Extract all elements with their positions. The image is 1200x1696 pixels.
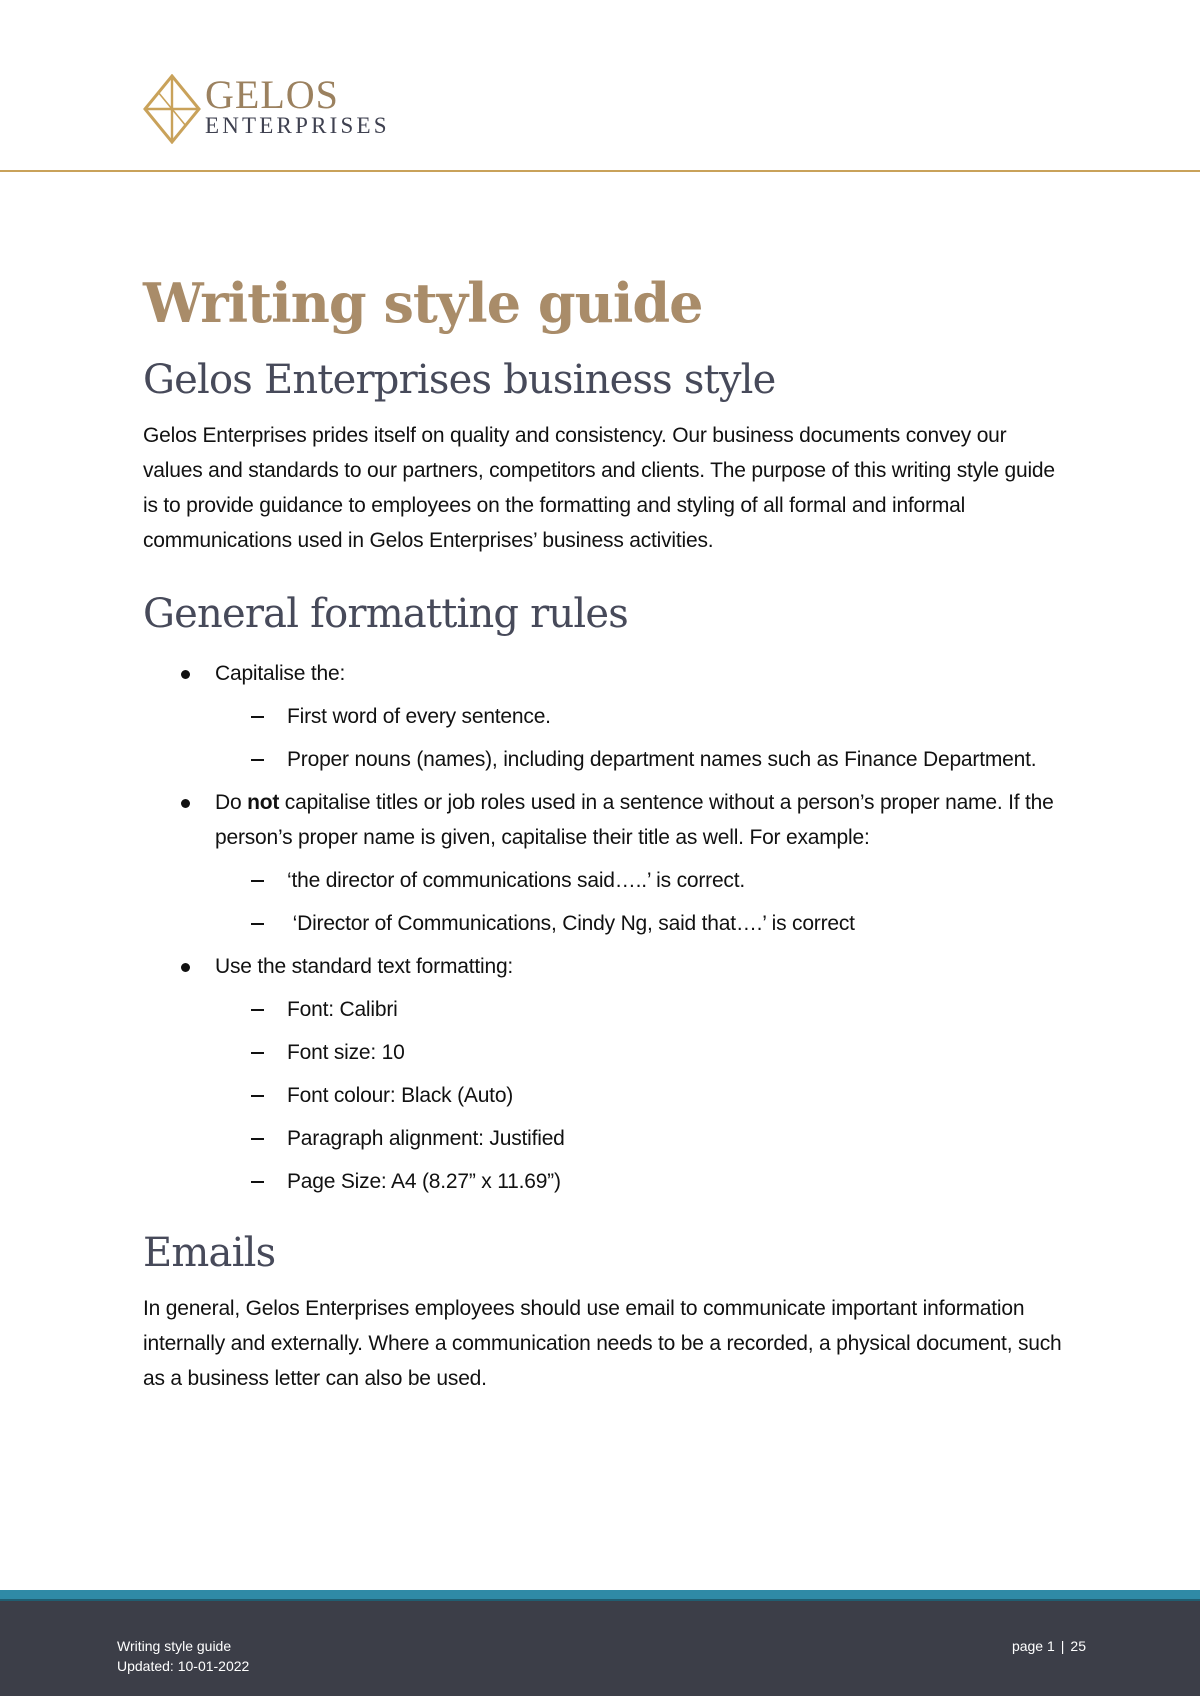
dash-icon [251,1181,264,1183]
sub-list-item [215,992,1063,1027]
list-item-text: Use the standard text formatting: [215,955,514,978]
list-item-capitalise [143,656,1063,777]
footer-total-pages: 25 [1070,1638,1086,1654]
sub-list-item-text: ‘the director of communications said…..’ is correct. [287,869,745,892]
list-item-text-before: Do [215,791,248,814]
bullet-icon [181,963,190,972]
sub-list-item-text: Font colour: Black (Auto) [287,1084,514,1107]
page-header [0,0,1200,170]
logo-wordmark [205,72,390,138]
sub-list-item-text: Font size: 10 [287,1041,405,1064]
dash-icon [251,880,264,882]
company-logo [143,74,390,144]
sub-list-item-text: ‘Director of Communications, Cindy Ng, said that….’ is correct [287,912,855,935]
page-footer [0,1601,1200,1696]
bullet-icon [181,670,190,679]
sub-list-item [215,906,1063,941]
sub-list [215,863,1063,941]
footer-separator: | [1060,1638,1065,1654]
section-heading-emails: Emails [143,1230,276,1276]
formatting-rules-list [143,656,1063,1199]
footer-document-info [117,1636,249,1676]
sub-list-item [215,1035,1063,1070]
sub-list-item-text: Paragraph alignment: Justified [287,1127,565,1150]
dash-icon [251,1052,264,1054]
dash-icon [251,923,264,925]
footer-page-label: page 1 [1011,1638,1055,1654]
sub-list-item [215,1121,1063,1156]
dash-icon [251,1095,264,1097]
sub-list-item [215,742,1063,777]
list-item-text-after: capitalise titles or job roles used in a sentence without a person’s proper name. If the person’s proper name is given, capitalise their title as well. For example: [215,791,1054,849]
sub-list-item-text: Page Size: A4 (8.27” x 11.69”) [287,1170,561,1193]
sub-list-item [215,1164,1063,1199]
list-item-do-not-capitalise [143,785,1063,941]
sub-list-item [215,863,1063,898]
section-heading-formatting-rules: General formatting rules [143,591,629,637]
logo-line-enterprises: ENTERPRISES [205,113,390,138]
list-item-standard-formatting [143,949,1063,1199]
footer-updated-date: Updated: 10-01-2022 [117,1658,250,1674]
sub-list-item-text: Proper nouns (names), including department names such as Finance Department. [287,748,1037,771]
dash-icon [251,716,264,718]
footer-accent-stripe [0,1590,1200,1599]
sub-list-item-text: First word of every sentence. [287,705,551,728]
header-divider [0,170,1200,172]
sub-list [215,699,1063,777]
emails-paragraph: In general, Gelos Enterprises employees should use email to communicate important information internally and externally. Where a communication needs to be a recorded, a physical document, such as a business letter can also be used. [143,1297,1062,1390]
sub-list-item-text: Font: Calibri [287,998,398,1021]
sub-list-item [215,699,1063,734]
bullet-icon [181,799,190,808]
section-heading-business-style: Gelos Enterprises business style [143,357,776,403]
list-item-text: Capitalise the: [215,662,346,685]
list-item-text-bold: not [247,791,280,814]
dash-icon [251,1138,264,1140]
document-title: Writing style guide [143,271,703,335]
footer-page-number [1012,1636,1086,1656]
diamond-logo-icon [143,74,201,144]
footer-document-title: Writing style guide [117,1638,232,1654]
business-style-paragraph: Gelos Enterprises prides itself on quality and consistency. Our business documents convey our values and standards to our partners, competitors and clients. The purpose of this writing style guide is to provide guidance to employees on the formatting and styling of all formal and informal communications used in Gelos Enterprises’ business activities. [143,424,1055,552]
document-body [143,268,1063,1396]
sub-list [215,992,1063,1199]
dash-icon [251,1009,264,1011]
sub-list-item [215,1078,1063,1113]
dash-icon [251,759,264,761]
logo-line-gelos: GELOS [205,72,339,117]
